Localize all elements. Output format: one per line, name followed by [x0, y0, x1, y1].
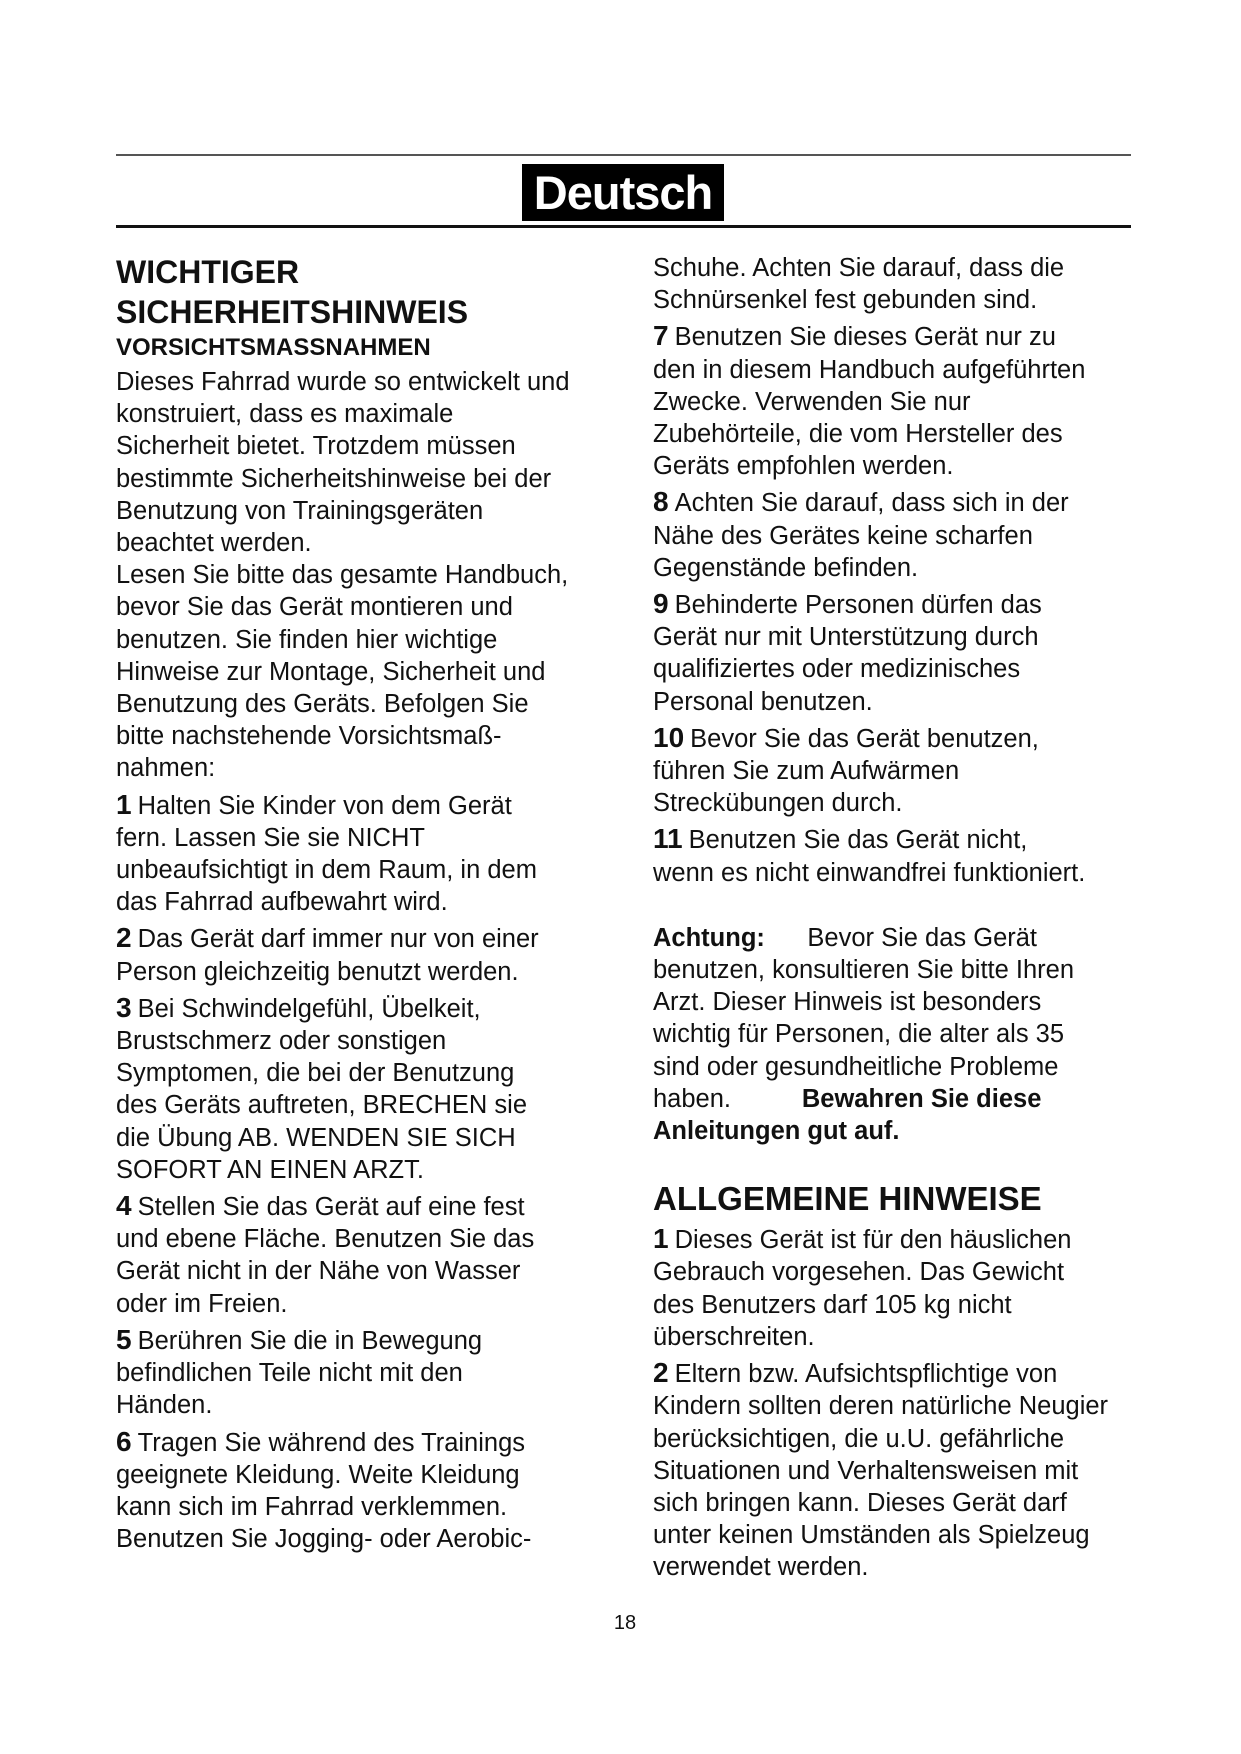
text-line: [653, 418, 1153, 450]
notice-emphasis: Anleitungen gut auf.: [653, 1117, 900, 1146]
left-column: [116, 252, 626, 1555]
notice-emphasis: Bewahren Sie diese: [801, 1084, 1042, 1113]
line-text: Symptomen, die bei der Benutzung: [116, 1059, 515, 1088]
text-line: [653, 320, 1153, 353]
notice-line: wichtig für Personen, die alter als 35: [653, 1020, 1065, 1049]
line-text: fern. Lassen Sie sie NICHT: [116, 823, 425, 852]
text-line: [116, 886, 626, 918]
warning-notice: [653, 922, 1153, 1147]
item-number: 9: [653, 588, 669, 620]
text-line: [653, 823, 1153, 856]
line-text: Sicherheit bietet. Trotzdem müssen: [116, 432, 516, 461]
line-text: SOFORT AN EINEN ARZT.: [116, 1155, 424, 1184]
line-text: des Benutzers darf 105 kg nicht: [653, 1290, 1012, 1319]
line-text: Lesen Sie bitte das gesamte Handbuch,: [116, 561, 569, 590]
numbered-item: [653, 320, 1153, 482]
numbered-item: [653, 1357, 1153, 1583]
paragraph: [116, 559, 626, 784]
general-notes-blocks: [653, 1223, 1153, 1583]
notice-label: Achtung:: [653, 923, 765, 952]
line-text: Benutzung von Trainingsgeräten: [116, 496, 484, 525]
line-text: Schuhe. Achten Sie darauf, dass die: [653, 254, 1065, 282]
line-text: unter keinen Umständen als Spielzeug: [653, 1521, 1090, 1550]
line-text: Benutzen Sie Jogging- oder Aerobic-: [116, 1525, 532, 1554]
line-text: Zubehörteile, die vom Hersteller des: [653, 420, 1063, 449]
line-text: beachtet werden.: [116, 529, 312, 558]
text-line: [653, 386, 1153, 418]
line-text: Halten Sie Kinder von dem Gerät: [137, 791, 512, 820]
text-line: [116, 624, 626, 656]
line-text: befindlichen Teile nicht mit den: [116, 1359, 463, 1388]
line-text: Person gleichzeitig benutzt werden.: [116, 957, 519, 986]
item-number: 3: [116, 991, 132, 1023]
line-text: Dieses Gerät ist für den häuslichen: [674, 1226, 1072, 1255]
item-number: 10: [653, 721, 685, 753]
numbered-item: [653, 486, 1153, 584]
text-line: [116, 1223, 626, 1255]
text-line: [116, 688, 626, 720]
right-column: [653, 252, 1153, 1584]
section-heading-line: SICHERHEITSHINWEIS: [116, 294, 469, 330]
text-line: [653, 787, 1153, 819]
line-text: unbeaufsichtigt in dem Raum, in dem: [116, 856, 537, 885]
line-text: Tragen Sie während des Trainings: [137, 1428, 526, 1457]
line-text: Stellen Sie das Gerät auf eine fest: [137, 1193, 525, 1222]
line-text: Nähe des Gerätes keine scharfen: [653, 521, 1033, 550]
line-text: Benutzung des Geräts. Befolgen Sie: [116, 690, 529, 719]
item-number: 8: [653, 486, 669, 518]
text-line: [653, 1357, 1153, 1390]
text-line: [116, 398, 626, 430]
line-text: kann sich im Fahrrad verklemmen.: [116, 1492, 508, 1521]
notice-line: benutzen, konsultieren Sie bitte Ihren: [653, 956, 1075, 985]
text-line: [116, 1389, 626, 1421]
text-line: [116, 1025, 626, 1057]
line-text: berücksichtigen, die u.U. gefährliche: [653, 1424, 1065, 1453]
line-text: Dieses Fahrrad wurde so entwickelt und: [116, 368, 570, 396]
numbered-item: [653, 722, 1153, 820]
line-text: Personal benutzen.: [653, 687, 873, 716]
line-text: nahmen:: [116, 754, 216, 783]
line-text: Schnürsenkel fest gebunden sind.: [653, 286, 1038, 315]
notice-line: [653, 1083, 1153, 1115]
line-text: den in diesem Handbuch aufgeführten: [653, 355, 1086, 384]
paragraph: [116, 366, 626, 559]
top-rule: [116, 154, 1131, 156]
item-number: 7: [653, 320, 669, 352]
text-line: [653, 1289, 1153, 1321]
paragraph: [653, 252, 1153, 316]
notice-text: Bevor Sie das Gerät: [807, 923, 1038, 952]
notice-line: [653, 922, 1153, 954]
text-line: [653, 1455, 1153, 1487]
text-line: [116, 1459, 626, 1491]
line-text: verwendet werden.: [653, 1553, 869, 1582]
text-line: [116, 656, 626, 688]
line-text: die Übung AB. WENDEN SIE SICH: [116, 1123, 516, 1152]
line-text: konstruiert, dass es maximale: [116, 400, 454, 429]
section-heading: ALLGEMEINE HINWEISE: [653, 1180, 1042, 1218]
line-text: wenn es nicht einwandfrei funktioniert.: [653, 858, 1086, 887]
text-line: [116, 1491, 626, 1523]
line-text: bestimmte Sicherheitshinweise bei der: [116, 464, 552, 493]
line-text: Händen.: [116, 1391, 213, 1420]
text-line: [653, 450, 1153, 482]
text-line: [653, 520, 1153, 552]
text-line: [116, 430, 626, 462]
text-line: [116, 789, 626, 822]
item-number: 11: [653, 823, 683, 855]
text-line: [653, 1551, 1153, 1583]
text-line: [116, 591, 626, 623]
text-line: [116, 822, 626, 854]
numbered-item: [116, 922, 626, 987]
text-line: [653, 1423, 1153, 1455]
line-text: geeignete Kleidung. Weite Kleidung: [116, 1460, 520, 1489]
line-text: Gegenstände befinden.: [653, 553, 919, 582]
line-text: überschreiten.: [653, 1322, 815, 1351]
text-line: [116, 1426, 626, 1459]
line-text: qualifiziertes oder medizinisches: [653, 655, 1021, 684]
text-line: [653, 722, 1153, 755]
line-text: Gerät nicht in der Nähe von Wasser: [116, 1257, 521, 1286]
text-line: [653, 1223, 1153, 1256]
item-number: 5: [116, 1323, 132, 1355]
line-text: und ebene Fläche. Benutzen Sie das: [116, 1225, 535, 1254]
line-text: Benutzen Sie das Gerät nicht,: [688, 826, 1028, 855]
text-line: [653, 653, 1153, 685]
page-number: 18: [613, 1612, 637, 1634]
text-line: [653, 1487, 1153, 1519]
line-text: Kindern sollten deren natürliche Neugier: [653, 1392, 1109, 1421]
text-line: [653, 486, 1153, 519]
text-line: [116, 1190, 626, 1223]
line-text: Das Gerät darf immer nur von einer: [137, 925, 539, 954]
notice-line: Arzt. Dieser Hinweis ist besonders: [653, 988, 1042, 1017]
text-line: [116, 495, 626, 527]
text-line: [653, 857, 1153, 889]
left-blocks: [116, 366, 626, 1555]
text-line: [653, 755, 1153, 787]
text-line: [653, 1519, 1153, 1551]
line-text: das Fahrrad aufbewahrt wird.: [116, 888, 448, 917]
numbered-item: [116, 992, 626, 1186]
numbered-item: [116, 1324, 626, 1422]
line-text: Eltern bzw. Aufsichtspflichtige von: [674, 1360, 1058, 1389]
numbered-item: [116, 789, 626, 919]
subheading: VORSICHTSMASSNAHMEN: [116, 334, 431, 361]
line-text: des Geräts auftreten, BRECHEN sie: [116, 1091, 528, 1120]
right-blocks: [653, 252, 1153, 889]
text-line: [116, 1089, 626, 1121]
text-line: [116, 559, 626, 591]
text-line: [653, 284, 1153, 316]
line-text: bevor Sie das Gerät montieren und: [116, 593, 513, 622]
text-line: [116, 1057, 626, 1089]
text-line: [653, 686, 1153, 718]
text-line: [116, 1523, 626, 1555]
notice-line: sind oder gesundheitliche Probleme: [653, 1052, 1059, 1081]
section-heading-line: WICHTIGER: [116, 254, 300, 290]
text-line: [116, 752, 626, 784]
line-text: Bevor Sie das Gerät benutzen,: [690, 724, 1039, 753]
text-line: [116, 1255, 626, 1287]
text-line: [653, 588, 1153, 621]
text-line: [116, 854, 626, 886]
text-line: [116, 527, 626, 559]
line-text: Benutzen Sie dieses Gerät nur zu: [674, 323, 1056, 352]
notice-text: haben.: [653, 1084, 731, 1113]
line-text: Behinderte Personen dürfen das: [674, 591, 1042, 620]
item-number: 6: [116, 1425, 132, 1457]
line-text: Hinweise zur Montage, Sicherheit und: [116, 657, 546, 686]
text-line: [116, 720, 626, 752]
line-text: Geräts empfohlen werden.: [653, 452, 954, 481]
text-line: [116, 1357, 626, 1389]
line-text: Brustschmerz oder sonstigen: [116, 1027, 447, 1056]
text-line: [116, 922, 626, 955]
text-line: [116, 1122, 626, 1154]
text-line: [116, 1154, 626, 1186]
item-number: 1: [653, 1223, 669, 1255]
numbered-item: [653, 588, 1153, 718]
line-text: benutzen. Sie finden hier wichtige: [116, 625, 498, 654]
text-line: [116, 366, 626, 398]
text-line: [653, 552, 1153, 584]
text-line: [653, 621, 1153, 653]
header-bottom-rule: [116, 225, 1131, 228]
line-text: sich bringen kann. Dieses Gerät darf: [653, 1488, 1067, 1517]
item-number: 2: [116, 922, 132, 954]
text-line: [116, 1324, 626, 1357]
language-badge: Deutsch: [522, 164, 724, 221]
text-line: [116, 463, 626, 495]
text-line: [653, 1256, 1153, 1288]
numbered-item: [116, 1426, 626, 1556]
text-line: [653, 252, 1153, 284]
line-text: Situationen und Verhaltensweisen mit: [653, 1456, 1079, 1485]
line-text: Gerät nur mit Unterstützung durch: [653, 623, 1039, 652]
line-text: Berühren Sie die in Bewegung: [137, 1326, 483, 1355]
line-text: bitte nachstehende Vorsichtsmaß-: [116, 722, 502, 751]
text-line: [653, 1390, 1153, 1422]
text-line: [653, 1321, 1153, 1353]
line-text: führen Sie zum Aufwärmen: [653, 757, 960, 786]
numbered-item: [653, 1223, 1153, 1353]
line-text: Gebrauch vorgesehen. Das Gewicht: [653, 1258, 1065, 1287]
line-text: Achten Sie darauf, dass sich in der: [674, 489, 1069, 518]
line-text: Bei Schwindelgefühl, Übelkeit,: [137, 994, 481, 1023]
text-line: [116, 1288, 626, 1320]
item-number: 1: [116, 788, 132, 820]
item-number: 2: [653, 1357, 669, 1389]
text-line: [116, 992, 626, 1025]
item-number: 4: [116, 1190, 132, 1222]
numbered-item: [116, 1190, 626, 1320]
text-line: [116, 956, 626, 988]
line-text: Streckübungen durch.: [653, 789, 903, 818]
line-text: oder im Freien.: [116, 1289, 288, 1318]
numbered-item: [653, 823, 1153, 888]
text-line: [653, 354, 1153, 386]
line-text: Zwecke. Verwenden Sie nur: [653, 387, 971, 416]
